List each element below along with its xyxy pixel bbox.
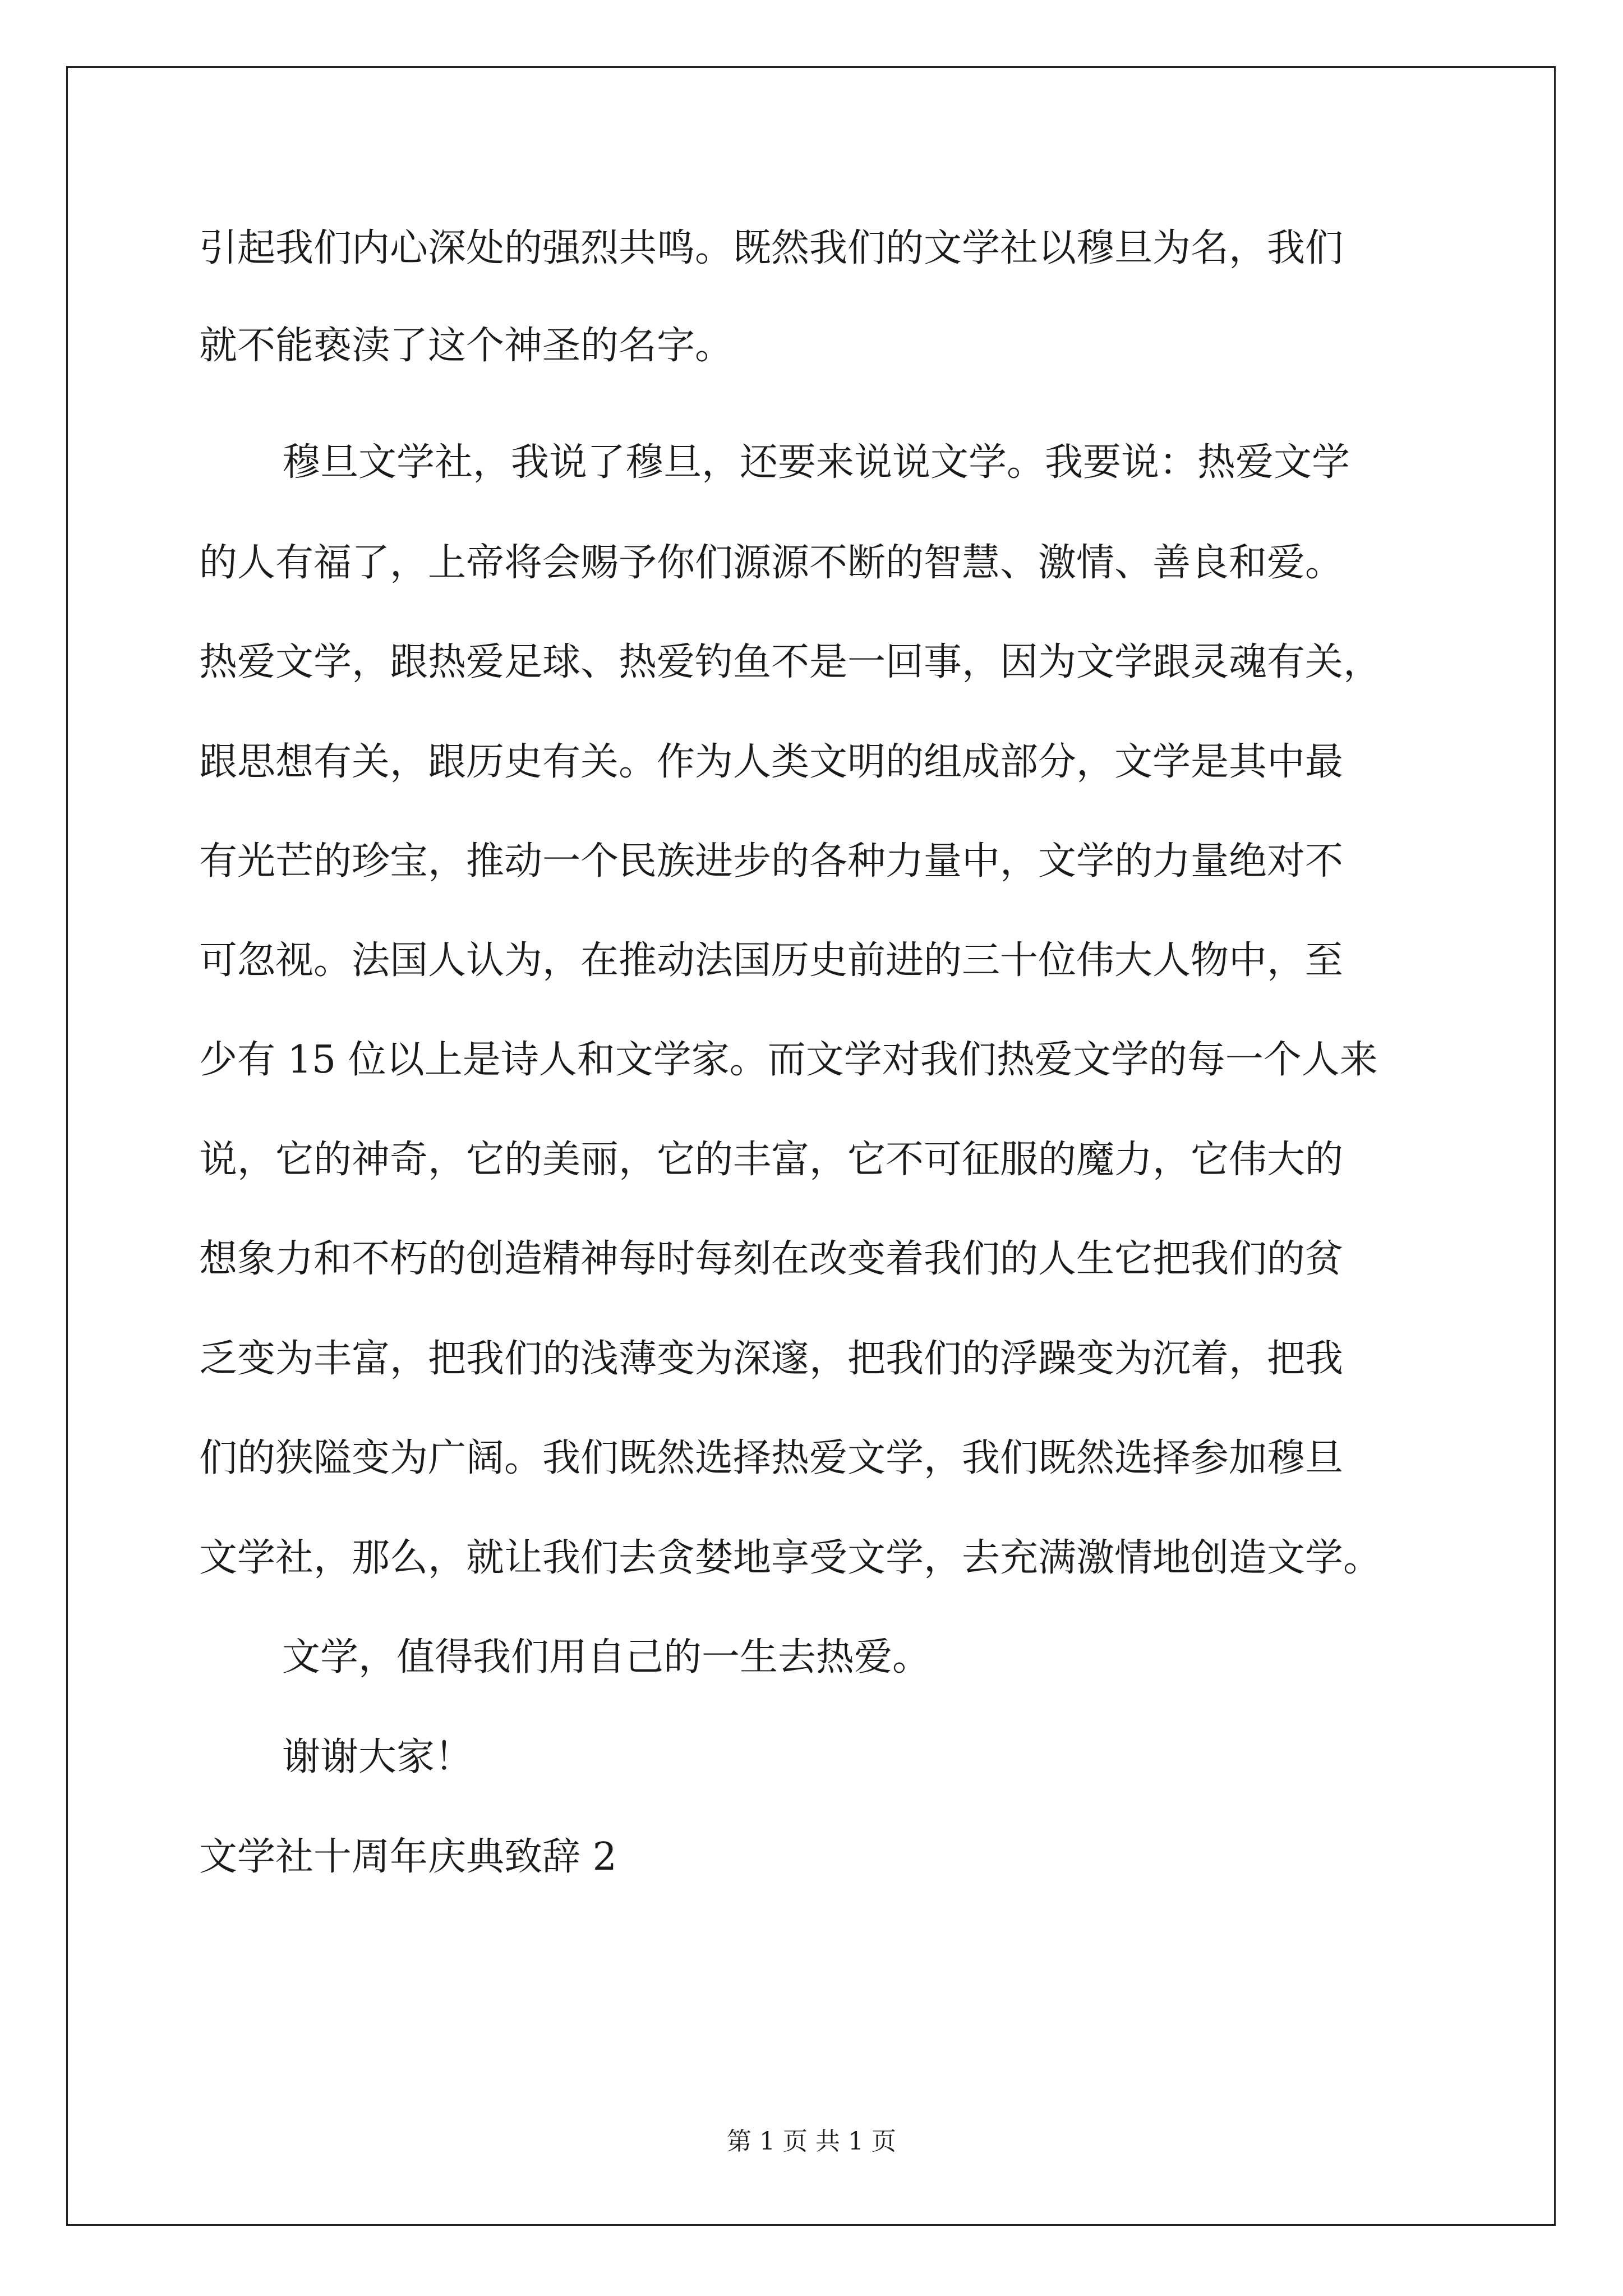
paragraph-start-line: 谢谢大家！ — [282, 1735, 473, 1779]
text-line: 引起我们内心深处的强烈共鸣。既然我们的文学社以穆旦为名，我们 — [199, 226, 1344, 270]
text-line: 跟思想有关，跟历史有关。作为人类文明的组成部分，文学是其中最 — [199, 740, 1344, 784]
paragraph-start-line: 文学，值得我们用自己的一生去热爱。 — [282, 1635, 931, 1680]
page-number-footer: 第 1 页 共 1 页 — [727, 2127, 896, 2156]
text-line: 就不能亵渎了这个神圣的名字。 — [199, 324, 734, 368]
section-heading: 文学社十周年庆典致辞 2 — [199, 1835, 617, 1879]
paragraph-start-line: 穆旦文学社，我说了穆旦，还要来说说文学。我要说：热爱文学 — [282, 440, 1350, 485]
text-line: 乏变为丰富，把我们的浅薄变为深邃，把我们的浮躁变为沉着，把我 — [199, 1337, 1344, 1381]
text-line: 们的狭隘变为广阔。我们既然选择热爱文学，我们既然选择参加穆旦 — [199, 1436, 1344, 1480]
text-line: 热爱文学，跟热爱足球、热爱钓鱼不是一回事，因为文学跟灵魂有关， — [199, 640, 1382, 684]
text-line: 少有 15 位以上是诗人和文学家。而文学对我们热爱文学的每一个人来 — [199, 1038, 1378, 1082]
text-line: 的人有福了，上帝将会赐予你们源源不断的智慧、激情、善良和爱。 — [199, 541, 1344, 585]
text-line: 有光芒的珍宝，推动一个民族进步的各种力量中，文学的力量绝对不 — [199, 839, 1344, 884]
text-line: 文学社，那么，就让我们去贪婪地享受文学，去充满激情地创造文学。 — [199, 1536, 1382, 1580]
text-line: 说，它的神奇，它的美丽，它的丰富，它不可征服的魔力，它伟大的 — [199, 1138, 1344, 1182]
text-line: 可忽视。法国人认为，在推动法国历史前进的三十位伟大人物中，至 — [199, 938, 1344, 983]
text-line: 想象力和不朽的创造精神每时每刻在改变着我们的人生它把我们的贫 — [199, 1237, 1344, 1281]
